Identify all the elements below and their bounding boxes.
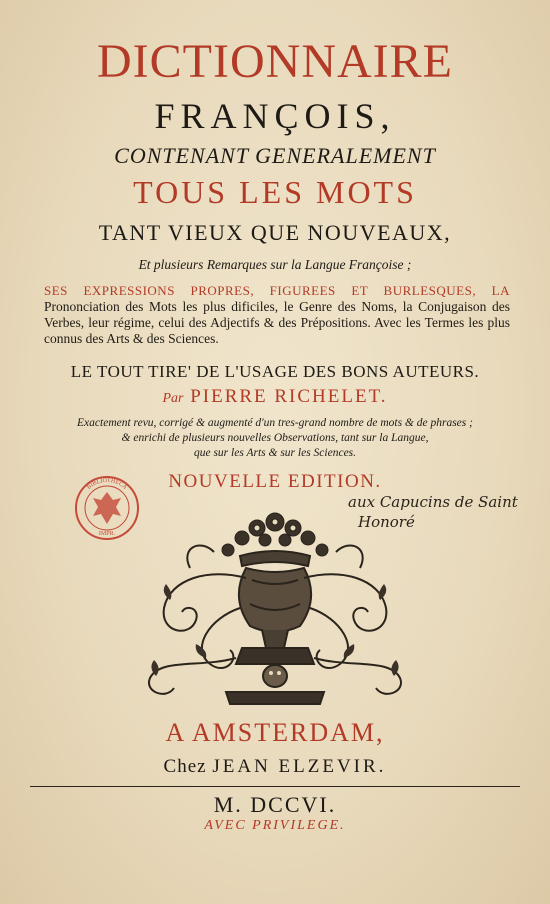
handwritten-line-1: aux Capucins de Saint	[348, 493, 518, 511]
title-line-1: DICTIONNAIRE	[97, 35, 453, 88]
imprint-place: A AMSTERDAM,	[165, 718, 385, 747]
revision-line-1: Exactement revu, corrigé & augmenté d'un tres-grand nombre de mots & de phrases ;	[77, 417, 473, 429]
imprint-chez: Chez	[163, 756, 207, 777]
title-line-2: FRANÇOIS,	[154, 96, 396, 136]
author-par: Par	[162, 391, 184, 406]
handwritten-line-2: Honoré	[358, 513, 415, 531]
subtitle-remarques: Et plusieurs Remarques sur la Langue Françoise ;	[138, 257, 412, 272]
edition-line: NOUVELLE EDITION.	[168, 471, 382, 492]
imprint-year: M. DCCVI.	[213, 792, 337, 817]
imprint-privilege: AVEC PRIVILEGE.	[204, 818, 346, 833]
description-rest: Prononciation des Mots les plus dificiles, le Genre des Noms, la Conjugaison des Verbes, leur régime, celui des Adjectifs & des Prépositions. Avec les Termes les plus connus des Arts & des Sciences.	[44, 299, 510, 346]
svg-text:BIBLIOTHECA: BIBLIOTHECA	[86, 477, 128, 491]
imprint-publisher-line	[0, 756, 550, 778]
description-first-line: SES EXPRESSIONS PROPRES, FIGUREES ET BURLESQUES, LA	[44, 283, 510, 298]
svg-text:IMPR.: IMPR.	[98, 531, 116, 537]
authorship-line: LE TOUT TIRE' DE L'USAGE DES BONS AUTEURS.	[70, 362, 480, 381]
subtitle-contenant: CONTENANT GENERALEMENT	[114, 143, 436, 168]
author-line	[0, 386, 550, 408]
subtitle-tous-les-mots: TOUS LES MOTS	[133, 174, 417, 210]
divider-rule	[30, 786, 520, 787]
author-name: PIERRE RICHELET.	[190, 386, 388, 407]
revision-line-2: & enrichi de plusieurs nouvelles Observations, tant sur la Langue,	[121, 432, 429, 444]
imprint-publisher: JEAN ELZEVIR.	[212, 756, 387, 777]
vase-ornament-icon	[130, 508, 420, 708]
revision-line-3: que sur les Arts & sur les Sciences.	[193, 447, 357, 459]
description-paragraph	[44, 283, 510, 347]
subtitle-tant-vieux: TANT VIEUX QUE NOUVEAUX,	[98, 220, 452, 245]
